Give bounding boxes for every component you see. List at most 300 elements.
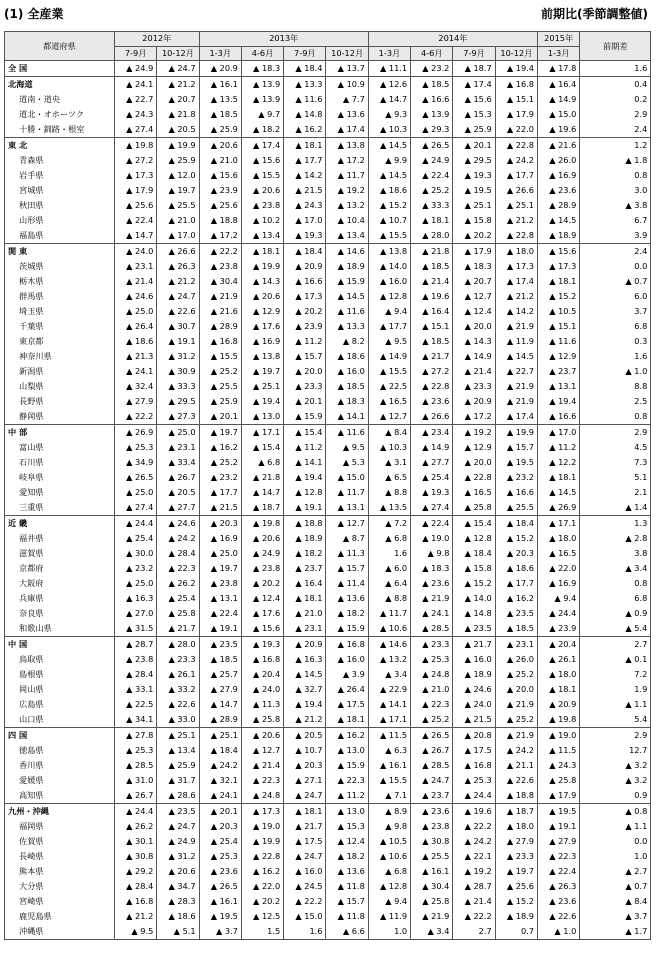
value-cell: ▲ 30.8 (115, 849, 157, 864)
value-cell: ▲ 22.5 (115, 697, 157, 712)
diff-cell: 1.0 (580, 849, 651, 864)
value-cell: ▲ 26.5 (411, 138, 453, 154)
diff-cell: 3.7 (580, 304, 651, 319)
value-cell: ▲ 25.9 (199, 394, 241, 409)
value-cell: ▲ 31.7 (157, 773, 199, 788)
value-cell: ▲ 11.4 (326, 576, 368, 591)
value-cell: ▲ 6.6 (326, 924, 368, 940)
header-quarter: 7-9月 (284, 46, 326, 61)
value-cell: ▲ 20.4 (241, 667, 283, 682)
value-cell: ▲ 25.4 (115, 531, 157, 546)
value-cell: ▲ 17.0 (157, 228, 199, 244)
value-cell: ▲ 15.7 (284, 349, 326, 364)
value-cell: ▲ 15.7 (495, 440, 537, 455)
value-cell: ▲ 20.3 (199, 516, 241, 532)
value-cell: ▲ 25.2 (495, 712, 537, 728)
value-cell: ▲ 20.0 (284, 364, 326, 379)
value-cell: ▲ 17.3 (115, 168, 157, 183)
value-cell: ▲ 19.3 (284, 228, 326, 244)
value-cell: ▲ 15.6 (199, 168, 241, 183)
value-cell: ▲ 12.4 (241, 591, 283, 606)
value-cell: ▲ 22.3 (157, 561, 199, 576)
table-row (5, 319, 651, 334)
header-region: 都道府県 (5, 32, 115, 61)
value-cell: ▲ 22.7 (495, 364, 537, 379)
value-cell: ▲ 21.2 (157, 77, 199, 93)
value-cell: ▲ 28.9 (199, 319, 241, 334)
value-cell: ▲ 18.4 (284, 61, 326, 77)
value-cell: 2.7 (453, 924, 495, 940)
value-cell: ▲ 13.6 (326, 864, 368, 879)
value-cell: ▲ 14.8 (284, 107, 326, 122)
diff-cell: ▲ 3.7 (580, 909, 651, 924)
value-cell: ▲ 20.3 (284, 758, 326, 773)
region-name: 秋田県 (5, 198, 115, 213)
value-cell: ▲ 16.2 (495, 591, 537, 606)
value-cell: ▲ 20.6 (241, 531, 283, 546)
table-row (5, 61, 651, 77)
value-cell: ▲ 17.5 (453, 743, 495, 758)
value-cell: ▲ 24.2 (199, 758, 241, 773)
value-cell: ▲ 22.2 (284, 894, 326, 909)
region-name: 島根県 (5, 667, 115, 682)
value-cell: ▲ 9.5 (368, 334, 410, 349)
header-quarter: 7-9月 (453, 46, 495, 61)
value-cell: ▲ 23.6 (411, 804, 453, 820)
value-cell: ▲ 23.7 (538, 364, 580, 379)
table-caption: 前期比(季節調整値) (541, 7, 648, 21)
region-name: 高知県 (5, 788, 115, 804)
value-cell: ▲ 11.2 (284, 440, 326, 455)
region-name: 中 国 (5, 637, 115, 653)
value-cell: ▲ 20.9 (284, 637, 326, 653)
value-cell: ▲ 17.9 (538, 788, 580, 804)
value-cell: ▲ 25.9 (453, 122, 495, 138)
diff-cell: ▲ 3.2 (580, 758, 651, 773)
value-cell: ▲ 20.7 (453, 274, 495, 289)
value-cell: ▲ 28.7 (115, 637, 157, 653)
value-cell: ▲ 18.1 (538, 274, 580, 289)
value-cell: ▲ 17.2 (199, 228, 241, 244)
value-cell: ▲ 24.9 (157, 834, 199, 849)
table-row (5, 819, 651, 834)
table-row (5, 198, 651, 213)
value-cell: ▲ 14.5 (326, 289, 368, 304)
table-row (5, 349, 651, 364)
diff-cell: 2.9 (580, 107, 651, 122)
value-cell: ▲ 19.5 (199, 909, 241, 924)
value-cell: ▲ 23.6 (538, 183, 580, 198)
value-cell: ▲ 18.1 (284, 591, 326, 606)
section-title: (1) 全産業 (4, 7, 64, 21)
table-row (5, 440, 651, 455)
value-cell: ▲ 13.4 (241, 228, 283, 244)
value-cell: ▲ 13.0 (326, 743, 368, 758)
region-name: 茨城県 (5, 259, 115, 274)
value-cell: ▲ 13.5 (199, 92, 241, 107)
value-cell: ▲ 18.1 (411, 213, 453, 228)
value-cell: ▲ 25.6 (199, 198, 241, 213)
value-cell: ▲ 10.3 (368, 440, 410, 455)
value-cell: ▲ 13.3 (284, 77, 326, 93)
value-cell: ▲ 6.8 (368, 531, 410, 546)
value-cell: ▲ 25.8 (241, 712, 283, 728)
table-row (5, 274, 651, 289)
diff-cell: 2.4 (580, 244, 651, 260)
region-name: 富山県 (5, 440, 115, 455)
value-cell: ▲ 19.9 (241, 259, 283, 274)
value-cell: ▲ 11.2 (284, 334, 326, 349)
table-row (5, 289, 651, 304)
diff-cell: 4.5 (580, 440, 651, 455)
value-cell: ▲ 18.1 (284, 804, 326, 820)
value-cell: ▲ 18.6 (326, 349, 368, 364)
table-row (5, 485, 651, 500)
value-cell: ▲ 27.4 (115, 122, 157, 138)
value-cell: ▲ 23.6 (411, 576, 453, 591)
value-cell: ▲ 22.6 (538, 909, 580, 924)
diff-cell: 1.6 (580, 349, 651, 364)
value-cell: ▲ 22.3 (326, 773, 368, 788)
value-cell: ▲ 27.7 (157, 500, 199, 516)
value-cell: ▲ 14.1 (326, 409, 368, 425)
value-cell: ▲ 14.9 (411, 440, 453, 455)
value-cell: ▲ 16.8 (326, 637, 368, 653)
value-cell: ▲ 25.0 (115, 576, 157, 591)
region-name: 栃木県 (5, 274, 115, 289)
value-cell: ▲ 18.2 (326, 606, 368, 621)
table-row (5, 364, 651, 379)
value-cell: ▲ 21.9 (495, 379, 537, 394)
value-cell: ▲ 33.2 (157, 682, 199, 697)
value-cell: ▲ 33.3 (157, 379, 199, 394)
value-cell: ▲ 14.3 (453, 334, 495, 349)
region-name: 道北・オホーツク (5, 107, 115, 122)
table-row (5, 576, 651, 591)
value-cell: ▲ 23.8 (241, 561, 283, 576)
value-cell: ▲ 25.5 (411, 849, 453, 864)
value-cell: ▲ 24.7 (284, 849, 326, 864)
table-row (5, 531, 651, 546)
value-cell: ▲ 6.8 (368, 864, 410, 879)
value-cell: ▲ 26.6 (411, 409, 453, 425)
value-cell: ▲ 9.5 (115, 924, 157, 940)
value-cell: ▲ 13.2 (368, 652, 410, 667)
value-cell: ▲ 17.8 (538, 61, 580, 77)
value-cell: ▲ 16.1 (199, 894, 241, 909)
value-cell: ▲ 23.2 (115, 561, 157, 576)
value-cell: ▲ 11.6 (538, 334, 580, 349)
value-cell: ▲ 19.1 (157, 334, 199, 349)
value-cell: ▲ 14.3 (241, 274, 283, 289)
value-cell: ▲ 28.5 (115, 758, 157, 773)
value-cell: 1.5 (241, 924, 283, 940)
value-cell: ▲ 25.5 (157, 198, 199, 213)
value-cell: ▲ 10.7 (368, 213, 410, 228)
value-cell: ▲ 14.5 (284, 667, 326, 682)
value-cell: ▲ 14.1 (284, 455, 326, 470)
value-cell: ▲ 18.2 (241, 122, 283, 138)
value-cell: ▲ 20.2 (453, 228, 495, 244)
value-cell: ▲ 25.8 (538, 773, 580, 788)
value-cell: ▲ 21.9 (495, 319, 537, 334)
value-cell: ▲ 15.1 (411, 319, 453, 334)
value-cell: ▲ 15.6 (453, 92, 495, 107)
value-cell: ▲ 11.6 (326, 304, 368, 319)
value-cell: ▲ 16.0 (368, 274, 410, 289)
value-cell: ▲ 25.9 (157, 758, 199, 773)
value-cell: ▲ 17.1 (368, 712, 410, 728)
value-cell: ▲ 20.1 (284, 394, 326, 409)
region-name: 全 国 (5, 61, 115, 77)
value-cell: ▲ 19.6 (538, 122, 580, 138)
value-cell: ▲ 19.1 (199, 621, 241, 637)
diff-cell: 6.7 (580, 213, 651, 228)
value-cell: ▲ 14.7 (115, 228, 157, 244)
value-cell: ▲ 15.1 (538, 319, 580, 334)
diff-cell: ▲ 2.7 (580, 864, 651, 879)
value-cell: ▲ 18.2 (326, 849, 368, 864)
region-name: 長野県 (5, 394, 115, 409)
value-cell: ▲ 19.4 (284, 697, 326, 712)
value-cell: ▲ 30.4 (199, 274, 241, 289)
value-cell: ▲ 25.4 (199, 834, 241, 849)
value-cell: ▲ 6.3 (368, 743, 410, 758)
value-cell: ▲ 25.4 (157, 591, 199, 606)
value-cell: ▲ 21.4 (241, 758, 283, 773)
diff-cell: 6.8 (580, 591, 651, 606)
value-cell: ▲ 7.1 (368, 788, 410, 804)
diff-cell: ▲ 1.0 (580, 364, 651, 379)
value-cell: ▲ 3.1 (368, 455, 410, 470)
value-cell: ▲ 18.1 (284, 138, 326, 154)
value-cell: ▲ 18.1 (241, 244, 283, 260)
region-name: 山梨県 (5, 379, 115, 394)
value-cell: ▲ 20.1 (199, 409, 241, 425)
value-cell: ▲ 23.5 (453, 621, 495, 637)
diff-cell: 3.9 (580, 228, 651, 244)
value-cell: ▲ 33.4 (157, 455, 199, 470)
value-cell: ▲ 20.9 (284, 259, 326, 274)
value-cell: ▲ 7.7 (326, 92, 368, 107)
value-cell: ▲ 23.8 (241, 198, 283, 213)
value-cell: ▲ 16.2 (326, 728, 368, 744)
value-cell: ▲ 28.0 (411, 228, 453, 244)
value-cell: ▲ 14.8 (453, 606, 495, 621)
value-cell: ▲ 16.6 (495, 485, 537, 500)
value-cell: ▲ 15.9 (326, 621, 368, 637)
value-cell: ▲ 24.6 (453, 682, 495, 697)
value-cell: ▲ 17.3 (284, 289, 326, 304)
value-cell: ▲ 25.0 (157, 425, 199, 441)
value-cell: ▲ 17.1 (538, 516, 580, 532)
value-cell: ▲ 9.8 (411, 546, 453, 561)
value-cell: ▲ 20.5 (284, 728, 326, 744)
table-row (5, 561, 651, 576)
value-cell: ▲ 21.5 (199, 500, 241, 516)
value-cell: ▲ 12.9 (538, 349, 580, 364)
value-cell: ▲ 20.6 (241, 728, 283, 744)
region-name: 新潟県 (5, 364, 115, 379)
value-cell: ▲ 31.0 (115, 773, 157, 788)
value-cell: ▲ 24.9 (411, 153, 453, 168)
value-cell: ▲ 16.3 (115, 591, 157, 606)
value-cell: ▲ 19.7 (241, 364, 283, 379)
value-cell: ▲ 19.9 (241, 834, 283, 849)
value-cell: ▲ 17.3 (495, 259, 537, 274)
value-cell: ▲ 21.2 (284, 712, 326, 728)
value-cell: ▲ 24.2 (453, 834, 495, 849)
value-cell: ▲ 16.9 (538, 576, 580, 591)
value-cell: ▲ 26.2 (157, 576, 199, 591)
value-cell: ▲ 26.7 (157, 470, 199, 485)
value-cell: ▲ 24.3 (115, 107, 157, 122)
value-cell: ▲ 29.5 (157, 394, 199, 409)
value-cell: ▲ 23.6 (411, 394, 453, 409)
diff-cell: 5.4 (580, 712, 651, 728)
region-name: 石川県 (5, 455, 115, 470)
value-cell: ▲ 23.2 (495, 470, 537, 485)
value-cell: ▲ 23.3 (411, 637, 453, 653)
value-cell: ▲ 27.9 (199, 682, 241, 697)
diff-cell: 0.3 (580, 334, 651, 349)
table-body (5, 61, 651, 940)
value-cell: ▲ 25.2 (411, 183, 453, 198)
value-cell: ▲ 11.9 (368, 909, 410, 924)
value-cell: ▲ 26.9 (115, 425, 157, 441)
value-cell: ▲ 19.1 (538, 819, 580, 834)
value-cell: ▲ 14.5 (538, 213, 580, 228)
value-cell: ▲ 15.5 (368, 228, 410, 244)
value-cell: ▲ 15.3 (326, 819, 368, 834)
diff-cell: ▲ 1.1 (580, 697, 651, 712)
diff-cell: 0.8 (580, 576, 651, 591)
value-cell: ▲ 23.2 (199, 470, 241, 485)
value-cell: ▲ 30.9 (157, 364, 199, 379)
value-cell: ▲ 17.0 (284, 213, 326, 228)
value-cell: ▲ 16.5 (368, 394, 410, 409)
value-cell: ▲ 26.9 (538, 500, 580, 516)
value-cell: ▲ 13.4 (157, 743, 199, 758)
value-cell: ▲ 12.5 (241, 909, 283, 924)
table-row (5, 213, 651, 228)
value-cell: ▲ 3.4 (368, 667, 410, 682)
value-cell: ▲ 25.3 (199, 849, 241, 864)
value-cell: ▲ 13.4 (326, 228, 368, 244)
value-cell: ▲ 10.7 (284, 743, 326, 758)
value-cell: ▲ 11.9 (495, 334, 537, 349)
diff-cell: ▲ 2.8 (580, 531, 651, 546)
value-cell: ▲ 27.4 (411, 500, 453, 516)
value-cell: ▲ 19.8 (115, 138, 157, 154)
value-cell: ▲ 21.0 (284, 606, 326, 621)
header-quarter: 1-3月 (199, 46, 241, 61)
value-cell: ▲ 34.7 (157, 879, 199, 894)
value-cell: ▲ 25.2 (495, 667, 537, 682)
value-cell: ▲ 10.9 (326, 77, 368, 93)
value-cell: ▲ 20.1 (453, 138, 495, 154)
value-cell: ▲ 13.9 (241, 77, 283, 93)
value-cell: ▲ 27.2 (411, 364, 453, 379)
value-cell: ▲ 10.3 (368, 122, 410, 138)
value-cell: ▲ 9.4 (368, 894, 410, 909)
value-cell: ▲ 9.5 (326, 440, 368, 455)
value-cell: ▲ 21.9 (495, 728, 537, 744)
value-cell: ▲ 11.2 (538, 440, 580, 455)
value-cell: ▲ 24.6 (157, 516, 199, 532)
value-cell: ▲ 19.3 (241, 637, 283, 653)
value-cell: ▲ 18.5 (326, 379, 368, 394)
value-cell: ▲ 16.9 (538, 168, 580, 183)
value-cell: ▲ 24.0 (241, 682, 283, 697)
value-cell: ▲ 8.4 (368, 425, 410, 441)
diff-cell: 2.9 (580, 425, 651, 441)
value-cell: ▲ 19.2 (326, 183, 368, 198)
value-cell: ▲ 15.4 (241, 440, 283, 455)
value-cell: ▲ 10.5 (368, 834, 410, 849)
table-row (5, 334, 651, 349)
value-cell: ▲ 20.0 (453, 455, 495, 470)
value-cell: ▲ 31.2 (157, 349, 199, 364)
value-cell: ▲ 18.5 (495, 621, 537, 637)
value-cell: ▲ 16.0 (453, 652, 495, 667)
value-cell: ▲ 25.1 (495, 198, 537, 213)
value-cell: ▲ 22.4 (411, 168, 453, 183)
value-cell: ▲ 20.0 (495, 682, 537, 697)
diff-cell: ▲ 0.7 (580, 879, 651, 894)
table-row (5, 77, 651, 93)
value-cell: ▲ 12.8 (284, 485, 326, 500)
table-row (5, 728, 651, 744)
value-cell: ▲ 16.4 (538, 77, 580, 93)
value-cell: ▲ 30.7 (157, 319, 199, 334)
value-cell: ▲ 21.0 (411, 682, 453, 697)
value-cell: ▲ 19.9 (157, 138, 199, 154)
header-year: 2013年 (199, 32, 368, 47)
value-cell: ▲ 21.4 (453, 364, 495, 379)
value-cell: ▲ 17.1 (241, 425, 283, 441)
table-row (5, 168, 651, 183)
value-cell: ▲ 21.1 (495, 758, 537, 773)
value-cell: ▲ 16.2 (241, 864, 283, 879)
value-cell: ▲ 18.6 (157, 909, 199, 924)
value-cell: ▲ 18.3 (411, 561, 453, 576)
value-cell: ▲ 33.3 (411, 198, 453, 213)
value-cell: ▲ 25.8 (453, 500, 495, 516)
value-cell: ▲ 23.5 (157, 804, 199, 820)
value-cell: ▲ 9.7 (241, 107, 283, 122)
value-cell: ▲ 17.4 (241, 138, 283, 154)
region-name: 四 国 (5, 728, 115, 744)
value-cell: ▲ 14.5 (368, 138, 410, 154)
value-cell: ▲ 29.3 (411, 122, 453, 138)
value-cell: ▲ 15.5 (241, 168, 283, 183)
value-cell: ▲ 25.9 (199, 122, 241, 138)
table-row (5, 788, 651, 804)
value-cell: ▲ 19.5 (453, 183, 495, 198)
table-row (5, 259, 651, 274)
value-cell: ▲ 16.2 (284, 122, 326, 138)
value-cell: ▲ 30.1 (115, 834, 157, 849)
value-cell: ▲ 23.3 (157, 652, 199, 667)
value-cell: ▲ 11.3 (241, 697, 283, 712)
value-cell: ▲ 22.0 (538, 561, 580, 576)
table-row (5, 470, 651, 485)
page-header (4, 2, 652, 24)
value-cell: ▲ 16.0 (284, 864, 326, 879)
value-cell: ▲ 11.3 (326, 546, 368, 561)
table-row (5, 879, 651, 894)
